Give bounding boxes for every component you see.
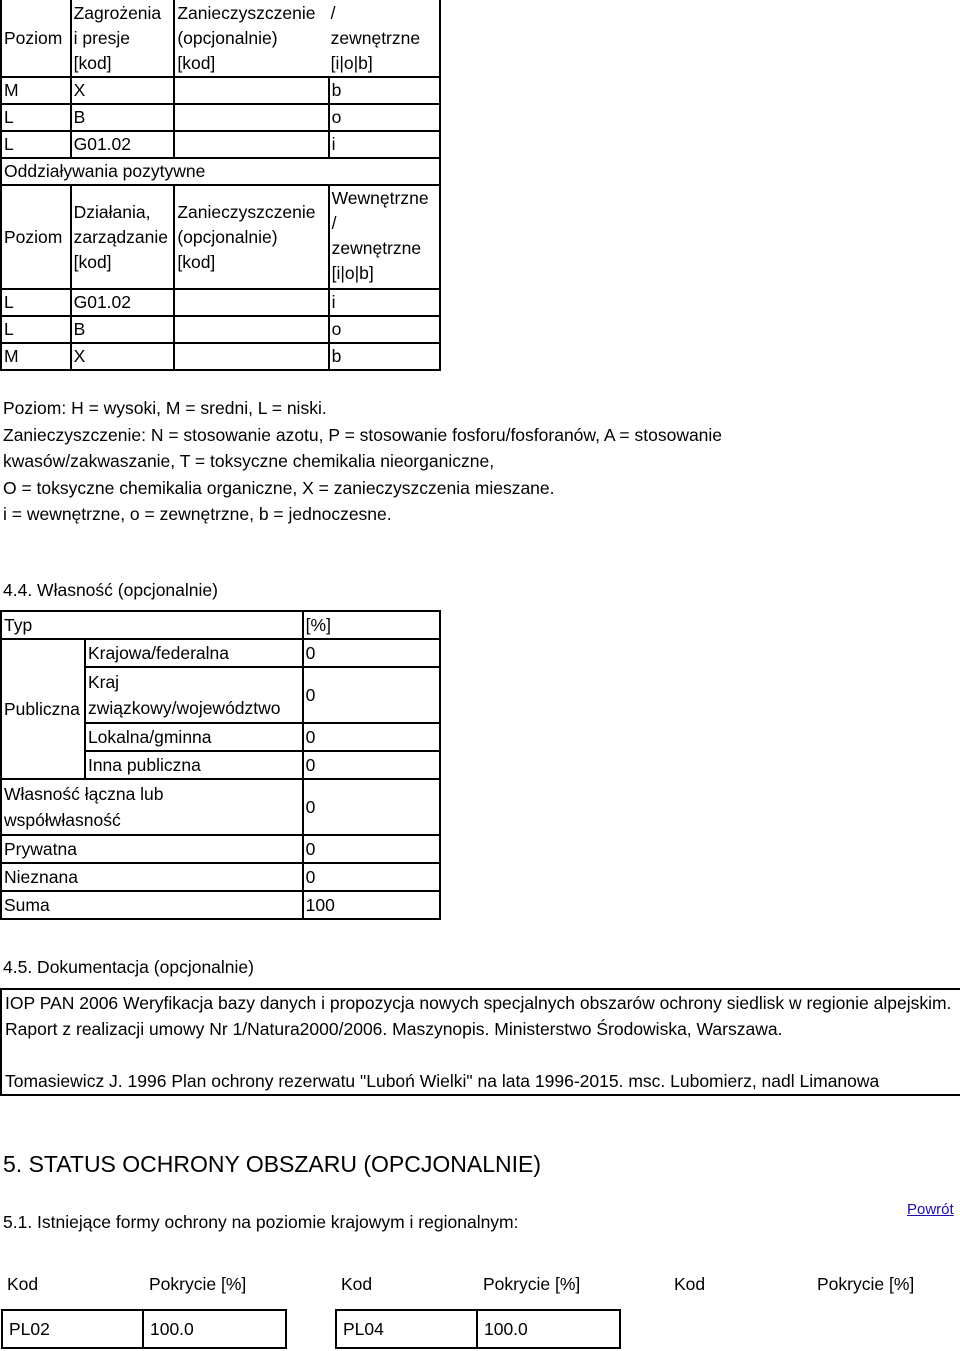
cell-publiczna: Publiczna bbox=[1, 639, 85, 779]
cell-label: Kraj związkowy/województwo bbox=[85, 667, 303, 723]
cell-value: 0 bbox=[303, 863, 440, 891]
table-row bbox=[1, 639, 440, 667]
cell-zan bbox=[174, 104, 328, 131]
legend bbox=[3, 395, 722, 528]
ownership-table bbox=[0, 610, 441, 920]
table-row bbox=[1, 158, 440, 185]
legend-line: kwasów/zakwaszanie, T = toksyczne chemikalia nieorganiczne, bbox=[3, 451, 495, 471]
cell-kod: X bbox=[71, 77, 175, 104]
cell-wew: o bbox=[329, 104, 440, 131]
cell-kod: PL04 bbox=[336, 1310, 477, 1348]
cell-value: 100 bbox=[303, 891, 440, 919]
cell-kod: B bbox=[71, 104, 175, 131]
cell-poziom: L bbox=[1, 104, 71, 131]
cell-label: Krajowa/federalna bbox=[85, 639, 303, 667]
documentation-entry: IOP PAN 2006 Weryfikacja bazy danych i propozycja nowych specjalnych obszarów ochrony siedlisk w regionie alpejskim. Raport z realizacji umowy Nr 1/Natura2000/2006. Maszynopis. Ministerstwo Środowiska, Warszawa. bbox=[5, 993, 952, 1039]
header-pollution: Zanieczyszczenie (opcjonalnie) [kod] bbox=[174, 0, 328, 77]
documentation-entry: Tomasiewicz J. 1996 Plan ochrony rezerwatu "Luboń Wielki" na lata 1996-2015. msc. Lubomierz, nadl Limanowa bbox=[5, 1071, 880, 1091]
header-actions: Działania, zarządzanie [kod] bbox=[71, 185, 175, 289]
cell-value: 0 bbox=[303, 723, 440, 751]
cell-poziom: L bbox=[1, 289, 71, 316]
cell-kod: B bbox=[71, 316, 175, 343]
header-internal: / zewnętrzne [i|o|b] bbox=[329, 0, 440, 77]
cell-label: Lokalna/gminna bbox=[85, 723, 303, 751]
cell-label: Prywatna bbox=[1, 835, 303, 863]
legend-line: Poziom: H = wysoki, M = sredni, L = niski. bbox=[3, 398, 327, 418]
threats-table bbox=[0, 0, 441, 371]
table-row bbox=[1, 104, 440, 131]
cell-zan bbox=[174, 289, 328, 316]
table-row bbox=[1, 835, 440, 863]
cell-value: 0 bbox=[303, 639, 440, 667]
cell-wew: b bbox=[329, 343, 440, 370]
legend-line: i = wewnętrzne, o = zewnętrzne, b = jednoczesne. bbox=[3, 504, 392, 524]
table-row bbox=[1, 779, 440, 835]
table-row bbox=[1, 343, 440, 370]
cell-poziom: L bbox=[1, 131, 71, 158]
cell-value: 0 bbox=[303, 667, 440, 723]
cell-kod: G01.02 bbox=[71, 131, 175, 158]
table-row bbox=[2, 1310, 286, 1348]
cell-value: 0 bbox=[303, 751, 440, 779]
table-row bbox=[1, 77, 440, 104]
table-row bbox=[1, 611, 440, 639]
cell-pokrycie: 100.0 bbox=[143, 1310, 286, 1348]
cell-pokrycie: 100.0 bbox=[477, 1310, 620, 1348]
cell-label bbox=[1, 779, 303, 835]
cell-value: 0 bbox=[303, 779, 440, 835]
back-link[interactable]: Powrót bbox=[907, 1201, 954, 1218]
table-row bbox=[336, 1310, 620, 1348]
status-heading: 5. STATUS OCHRONY OBSZARU (OPCJONALNIE) bbox=[3, 1151, 542, 1177]
cell-wew: i bbox=[329, 289, 440, 316]
header-kod: Kod bbox=[7, 1274, 39, 1294]
cell-zan bbox=[174, 343, 328, 370]
legend-line: O = toksyczne chemikalia organiczne, X = zanieczyszczenia mieszane. bbox=[3, 477, 555, 498]
documentation-heading: 4.5. Dokumentacja (opcjonalnie) bbox=[3, 957, 254, 977]
status-subheading: 5.1. Istniejące formy ochrony na poziomie krajowym i regionalnym: bbox=[3, 1212, 519, 1232]
protection-entry bbox=[335, 1309, 621, 1349]
cell-poziom: M bbox=[1, 343, 71, 370]
table-row bbox=[1, 0, 440, 77]
header-typ: Typ bbox=[1, 611, 303, 639]
cell-zan bbox=[174, 316, 328, 343]
positive-title: Oddziaływania pozytywne bbox=[1, 158, 440, 185]
header-poziom: Poziom bbox=[1, 185, 71, 289]
cell-kod: PL02 bbox=[2, 1310, 143, 1348]
table-row bbox=[1, 289, 440, 316]
header-poziom: Poziom bbox=[1, 0, 71, 77]
table-row bbox=[1, 316, 440, 343]
header-kod: Kod bbox=[341, 1274, 373, 1294]
header-pokrycie: Pokrycie [%] bbox=[483, 1274, 581, 1294]
cell-label-text: Własność łączna lub współwłasność bbox=[4, 784, 164, 830]
documentation-box bbox=[0, 988, 960, 1096]
header-pokrycie: Pokrycie [%] bbox=[817, 1274, 915, 1294]
cell-wew: i bbox=[329, 131, 440, 158]
protection-entry bbox=[1, 1309, 287, 1349]
header-kod: Kod bbox=[674, 1274, 706, 1294]
cell-wew: b bbox=[329, 77, 440, 104]
header-percent: [%] bbox=[303, 611, 440, 639]
header-internal: Wewnętrzne / zewnętrzne [i|o|b] bbox=[329, 185, 440, 289]
ownership-heading: 4.4. Własność (opcjonalnie) bbox=[3, 580, 218, 600]
cell-wew: o bbox=[329, 316, 440, 343]
table-row bbox=[1, 131, 440, 158]
cell-label: Suma bbox=[1, 891, 303, 919]
table-row bbox=[1, 891, 440, 919]
cell-label: Nieznana bbox=[1, 863, 303, 891]
cell-label: Inna publiczna bbox=[85, 751, 303, 779]
cell-poziom: M bbox=[1, 77, 71, 104]
cell-zan bbox=[174, 131, 328, 158]
header-threats: Zagrożenia i presje [kod] bbox=[71, 0, 175, 77]
cell-kod: X bbox=[71, 343, 175, 370]
header-pollution: Zanieczyszczenie (opcjonalnie) [kod] bbox=[174, 185, 328, 289]
table-row bbox=[1, 185, 440, 289]
cell-zan bbox=[174, 77, 328, 104]
cell-kod: G01.02 bbox=[71, 289, 175, 316]
legend-line: Zanieczyszczenie: N = stosowanie azotu, P = stosowanie fosforu/fosforanów, A = stosowanie bbox=[3, 424, 723, 445]
table-row bbox=[1, 863, 440, 891]
cell-value: 0 bbox=[303, 835, 440, 863]
cell-poziom: L bbox=[1, 316, 71, 343]
header-pokrycie: Pokrycie [%] bbox=[149, 1274, 247, 1294]
